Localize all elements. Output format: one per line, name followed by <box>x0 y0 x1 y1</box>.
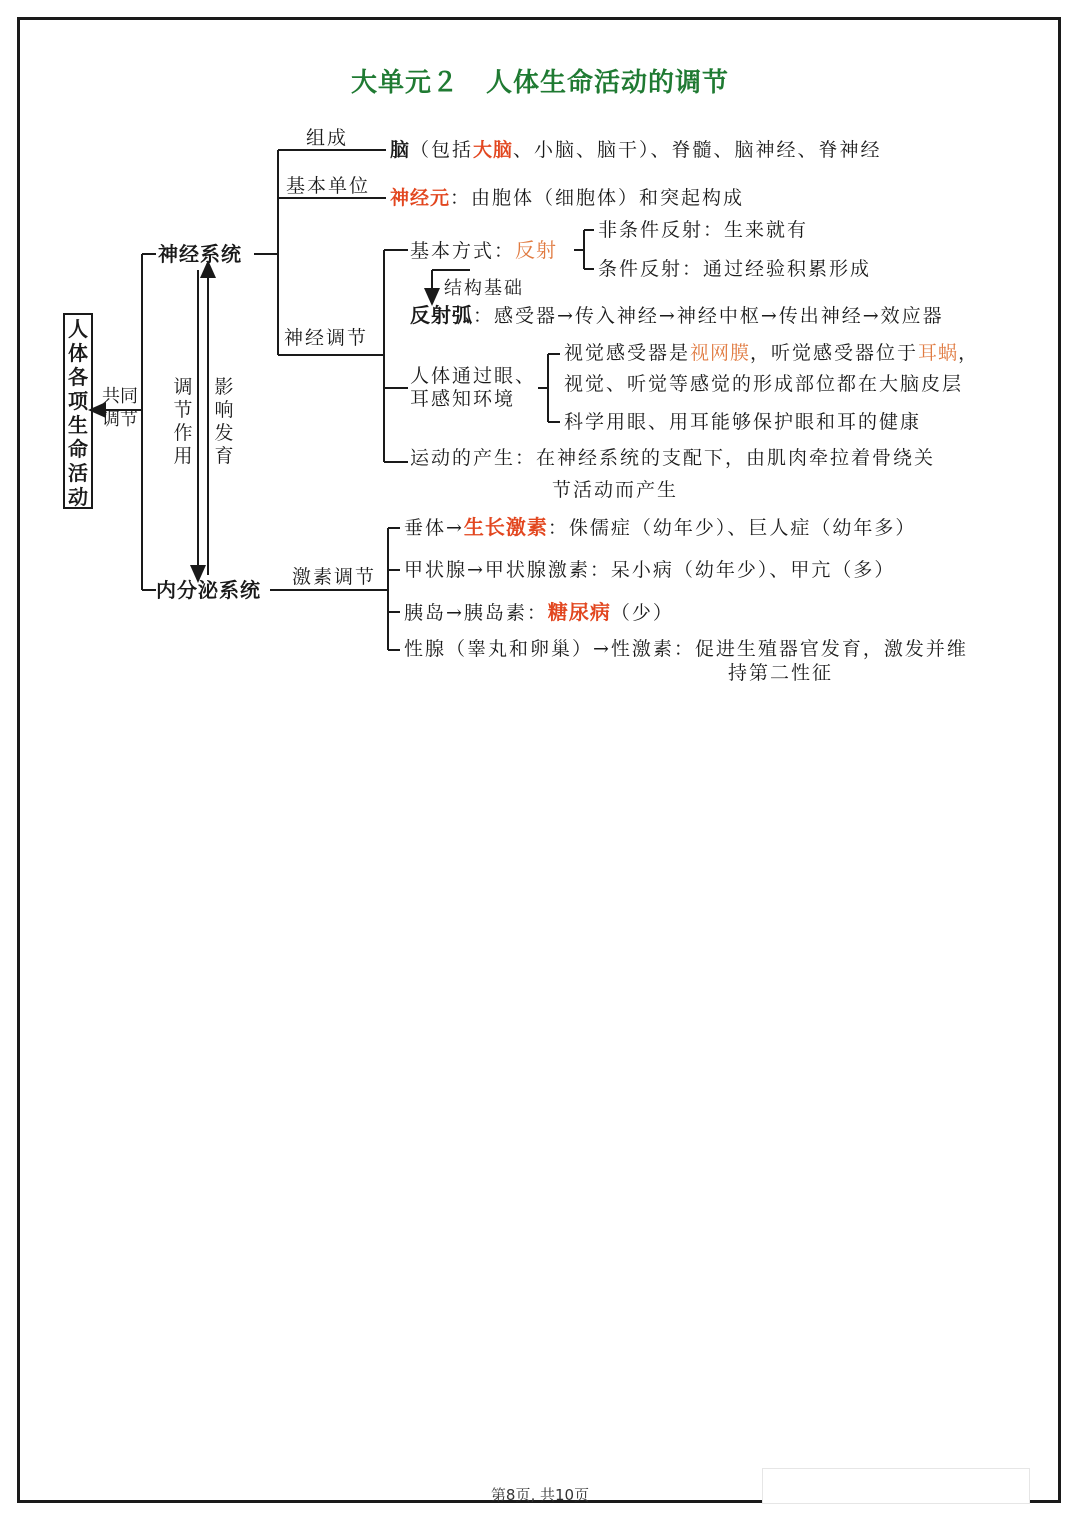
movement-line-2: 节活动而产生 <box>552 479 679 501</box>
islet-line: 胰岛→胰岛素：糖尿病（少） <box>404 600 674 624</box>
root-node: 人体各项生命活动 <box>63 313 93 509</box>
reflex-arc-term: 反射弧 <box>410 303 473 327</box>
perception-label-2: 耳感知环境 <box>410 388 516 410</box>
neural-regulation-label: 神经调节 <box>284 327 369 349</box>
unit-line: 神经元：由胞体（细胞体）和突起构成 <box>390 187 745 209</box>
cerebrum-highlight: 大脑 <box>473 139 514 161</box>
perception-label-1: 人体通过眼、 <box>410 365 537 387</box>
diabetes-highlight: 糖尿病 <box>547 600 611 624</box>
reflex-arc-line: 反射弧：感受器→传入神经→神经中枢→传出神经→效应器 <box>410 303 944 327</box>
composition-line: 脑（包括大脑、小脑、脑干）、脊髓、脑神经、脊神经 <box>390 139 882 161</box>
cochlea-highlight: 耳蜗 <box>918 342 959 364</box>
page-title: 大单元２ 人体生命活动的调节 <box>350 68 729 98</box>
reflex-highlight: 反射 <box>515 238 558 262</box>
brain-term: 脑 <box>390 139 411 161</box>
composition-label: 组成 <box>306 127 349 149</box>
unconditioned-reflex: 非条件反射：生来就有 <box>598 219 809 241</box>
development-influence-label: 影响发育 <box>214 376 234 467</box>
structure-basis-label: 结构基础 <box>444 278 524 299</box>
conditioned-reflex: 条件反射：通过经验积累形成 <box>598 258 872 280</box>
thyroid-line: 甲状腺→甲状腺激素：呆小病（幼年少）、甲亢（多） <box>404 559 896 581</box>
gonad-line-1: 性腺（睾丸和卵巢）→性激素：促进生殖器官发育，激发并维 <box>404 638 968 660</box>
vision-hearing-line: 视觉感受器是视网膜，听觉感受器位于耳蜗， <box>564 342 980 364</box>
endocrine-system-node: 内分泌系统 <box>156 578 261 602</box>
page-number: 第8页, 共10页 <box>490 1486 590 1504</box>
gonad-line-2: 持第二性征 <box>728 662 834 684</box>
movement-line-1: 运动的产生：在神经系统的支配下，由肌肉牵拉着骨绕关 <box>410 447 936 469</box>
hormone-regulation-label: 激素调节 <box>292 566 377 588</box>
growth-hormone-highlight: 生长激素 <box>463 515 548 539</box>
basic-mode-line: 基本方式：反射 <box>410 238 558 262</box>
neuron-highlight: 神经元 <box>390 187 451 209</box>
unit-label: 基本单位 <box>286 175 371 197</box>
eye-ear-health-line: 科学用眼、用耳能够保护眼和耳的健康 <box>564 411 922 433</box>
pituitary-line: 垂体→生长激素：侏儒症（幼年少）、巨人症（幼年多） <box>404 515 917 539</box>
regulation-effect-label: 调节作用 <box>173 376 193 467</box>
root-link-label: 共同调节 <box>102 386 138 430</box>
retina-highlight: 视网膜 <box>690 342 751 364</box>
sensation-cortex-line: 视觉、听觉等感觉的形成部位都在大脑皮层 <box>564 373 964 395</box>
nervous-system-node: 神经系统 <box>158 242 242 266</box>
